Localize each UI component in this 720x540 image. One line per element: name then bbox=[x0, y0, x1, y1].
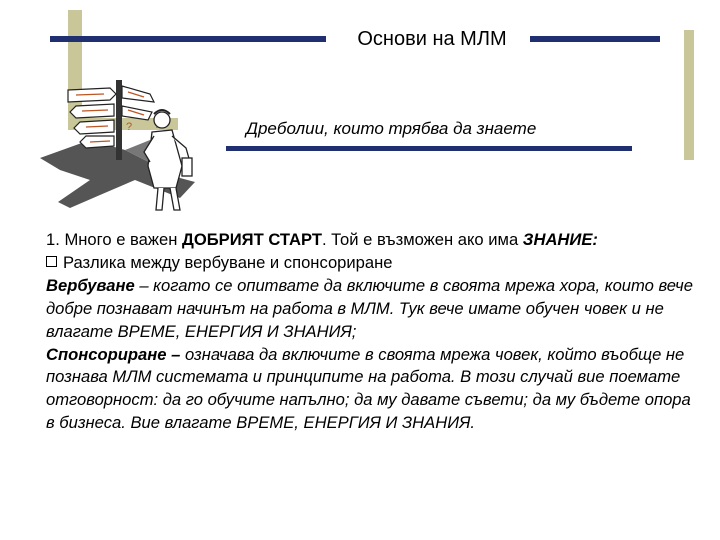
p2-text: – когато се опитвате да включите в своята мрежа хора, които вече добре познават начинът на работа в МЛМ. Тук вече имате обучен човек и не влагате bbox=[46, 275, 693, 341]
p1-lead: 1. Много е важен bbox=[46, 230, 182, 249]
hollow-square-bullet-icon bbox=[46, 256, 57, 267]
bullet-text: Разлика между вербуване и спонсориране bbox=[63, 252, 393, 272]
term-recruiting: Вербуване bbox=[46, 275, 135, 295]
decor-navy-top-line bbox=[50, 36, 326, 42]
paragraph-sponsoring bbox=[46, 344, 696, 436]
body-text bbox=[46, 229, 696, 435]
decor-navy-subtitle-line bbox=[226, 146, 632, 151]
bullet-item bbox=[46, 252, 696, 275]
p1-tail: . Той е възможен ако има bbox=[321, 230, 523, 249]
p3-text: означава да включите в своята мрежа човек, който въобще не познава МЛМ системата и принципите на работа. В този случай вие поемате отговорност: да го обучите напълно; да му давате съвети; да му бъдете опора в бизнеса. Вие влагате ВРЕМЕ, ЕНЕРГИЯ И ЗНАНИЯ. bbox=[46, 344, 691, 433]
paragraph-good-start bbox=[46, 229, 696, 252]
decor-navy-right-line bbox=[530, 36, 660, 42]
slide-subtitle: Дреболии, които трябва да знаете bbox=[246, 119, 537, 138]
man-at-signpost-icon bbox=[30, 70, 240, 220]
paragraph-recruiting bbox=[46, 275, 696, 344]
p2-resources: ВРЕМЕ, ЕНЕРГИЯ И ЗНАНИЯ; bbox=[117, 321, 357, 341]
p1-strong: ДОБРИЯТ СТАРТ bbox=[182, 230, 322, 249]
p1-knowledge: ЗНАНИЕ: bbox=[522, 230, 598, 249]
term-sponsoring: Спонсориране – bbox=[46, 344, 181, 364]
decor-tan-right-bar bbox=[684, 30, 694, 160]
question-mark: ? bbox=[126, 121, 133, 133]
slide-title: Основи на МЛМ bbox=[357, 28, 507, 50]
